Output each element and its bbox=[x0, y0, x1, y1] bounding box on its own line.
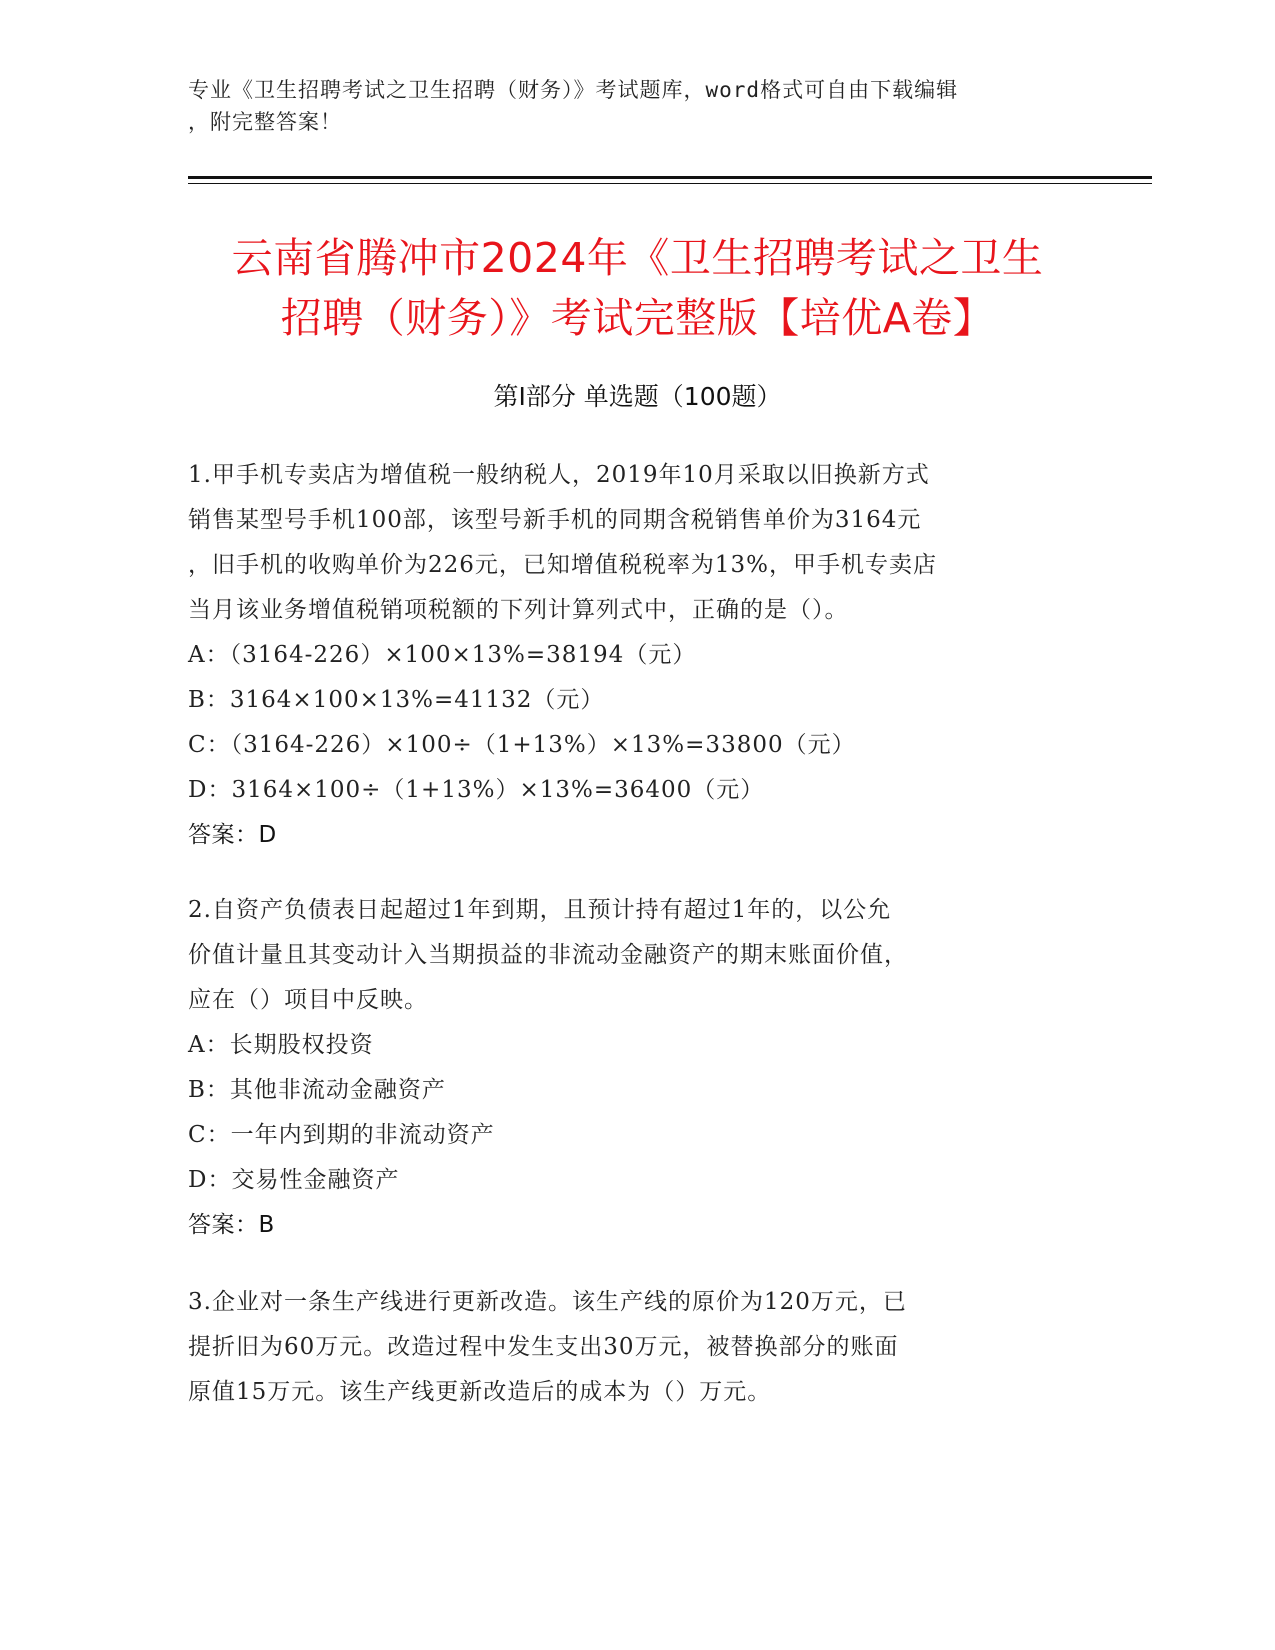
option-b: B：3164×100×13%=41132（元） bbox=[188, 687, 605, 713]
answer-key: 答案：B bbox=[188, 1212, 275, 1238]
question-stem-line: 当月该业务增值税销项税额的下列计算列式中，正确的是（）。 bbox=[188, 597, 849, 623]
question-stem-line: ，旧手机的收购单价为226元，已知增值税税率为13%，甲手机专卖店 bbox=[188, 552, 938, 578]
question-stem bbox=[188, 453, 1088, 633]
option-c: C：一年内到期的非流动资产 bbox=[188, 1122, 495, 1148]
answer-key: 答案：D bbox=[188, 822, 277, 848]
header-divider-thick bbox=[188, 176, 1152, 179]
question-stem-line: 销售某型号手机100部，该型号新手机的同期含税销售单价为3164元 bbox=[188, 507, 922, 533]
question-stem-line: 应在（）项目中反映。 bbox=[188, 987, 428, 1013]
document-title bbox=[150, 228, 1125, 348]
option-d: D：交易性金融资产 bbox=[188, 1167, 400, 1193]
header-divider-thin bbox=[188, 183, 1152, 184]
option-d: D：3164×100÷（1+13%）×13%=36400（元） bbox=[188, 777, 765, 803]
question-stem-line: 原值15万元。该生产线更新改造后的成本为（）万元。 bbox=[188, 1379, 772, 1405]
section-heading: 第Ⅰ部分 单选题（100题） bbox=[493, 382, 782, 411]
question-stem-line: 价值计量且其变动计入当期损益的非流动金融资产的期末账面价值， bbox=[188, 942, 908, 968]
header-note-line: 专业《卫生招聘考试之卫生招聘（财务）》考试题库，word格式可自由下载编辑 bbox=[188, 78, 959, 102]
option-a: A：长期股权投资 bbox=[188, 1032, 374, 1058]
option-b: B：其他非流动金融资产 bbox=[188, 1077, 446, 1103]
option-c: C：（3164-226）×100÷（1+13%）×13%=33800（元） bbox=[188, 732, 856, 758]
question-stem-line: 1.甲手机专卖店为增值税一般纳税人，2019年10月采取以旧换新方式 bbox=[188, 462, 930, 488]
question-2 bbox=[188, 888, 1088, 1248]
document-title-line: 云南省腾冲市2024年《卫生招聘考试之卫生 bbox=[231, 234, 1044, 282]
question-stem-line: 2.自资产负债表日起超过1年到期，且预计持有超过1年的，以公允 bbox=[188, 897, 892, 923]
question-3 bbox=[188, 1280, 1088, 1415]
question-stem bbox=[188, 888, 1088, 1023]
question-1 bbox=[188, 453, 1088, 858]
question-stem-line: 3.企业对一条生产线进行更新改造。该生产线的原价为120万元，已 bbox=[188, 1289, 907, 1315]
question-stem bbox=[188, 1280, 1088, 1415]
header-note bbox=[188, 74, 1088, 138]
option-a: A：（3164-226）×100×13%=38194（元） bbox=[188, 642, 697, 668]
header-note-line: ，附完整答案！ bbox=[188, 110, 342, 134]
question-stem-line: 提折旧为60万元。改造过程中发生支出30万元，被替换部分的账面 bbox=[188, 1334, 899, 1360]
document-title-line: 招聘（财务）》考试完整版【培优A卷】 bbox=[280, 294, 995, 342]
